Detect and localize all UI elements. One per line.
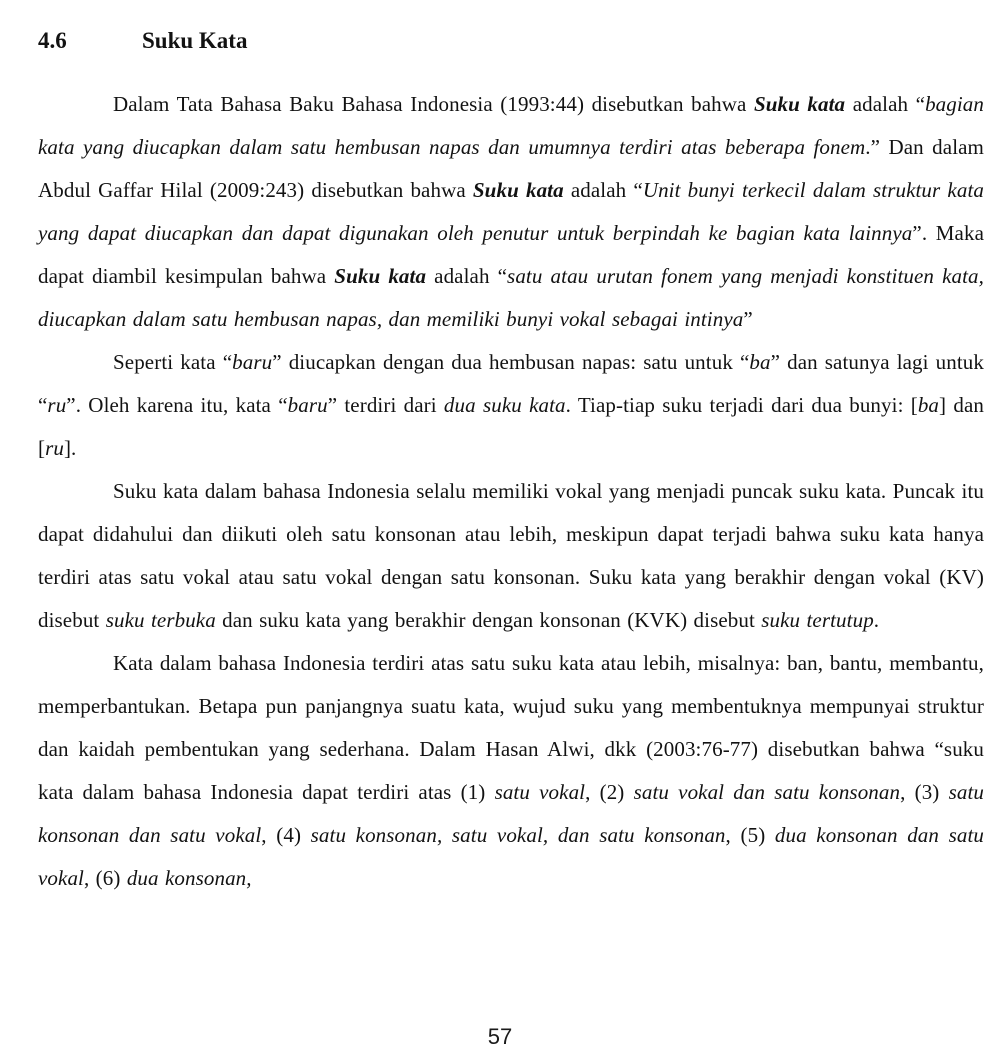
text-run: Suku kata [753, 92, 846, 116]
section-heading [38, 26, 984, 56]
text-run: adalah “ [563, 178, 643, 202]
text-run: satu atau urutan fonem yang menjadi konstituen kata, diucapkan dalam satu hembusan napas, dan memiliki bunyi vokal sebagai intinya [38, 264, 984, 331]
section-title: Suku Kata [142, 28, 248, 53]
text-run: satu konsonan dan satu vokal [38, 780, 984, 847]
text-run: ”. Maka dapat diambil kesimpulan bahwa [38, 221, 984, 288]
text-run: suku tertutup [761, 608, 874, 632]
text-run: ]. [63, 436, 77, 460]
text-run: satu vokal dan satu konsonan [633, 780, 901, 804]
text-run: ” diucapkan dengan dua hembusan napas: satu untuk “ [272, 350, 750, 374]
section-number: 4.6 [38, 28, 67, 53]
text-run: , (2) [585, 780, 634, 804]
text-run: dan suku kata yang berakhir dengan konsonan (KVK) disebut [215, 608, 762, 632]
text-run: ru [45, 436, 64, 460]
body-text [38, 83, 984, 900]
text-run: . [873, 608, 880, 632]
paragraph [38, 341, 984, 470]
paragraph [38, 642, 984, 900]
text-run: satu vokal [494, 780, 586, 804]
text-run: dua konsonan, [126, 866, 252, 890]
text-run: .” Dan dalam Abdul Gaffar Hilal (2009:243) disebutkan bahwa [38, 135, 984, 202]
text-run: adalah “ [845, 92, 926, 116]
text-run: , (5) [725, 823, 775, 847]
text-run: adalah “ [426, 264, 508, 288]
text-run: ] dan [ [38, 393, 984, 460]
text-run: ru [47, 393, 67, 417]
text-run: dua suku kata [443, 393, 566, 417]
text-run: ” terdiri dari [327, 393, 444, 417]
text-run: . Tiap-tiap suku terjadi dari dua bunyi: [ [565, 393, 918, 417]
text-run: , (4) [261, 823, 311, 847]
text-run: ” [743, 307, 753, 331]
text-run: Dalam Tata Bahasa Baku Bahasa Indonesia (1993:44) disebutkan bahwa [113, 92, 754, 116]
text-run: , (6) [83, 866, 127, 890]
paragraph [38, 83, 984, 341]
text-run: Suku kata dalam bahasa Indonesia selalu memiliki vokal yang menjadi puncak suku kata. Puncak itu dapat didahului dan diikuti oleh satu konsonan atau lebih, meskipun dapat terjadi bahwa suku kata hanya terdiri atas satu vokal atau satu vokal dengan satu konsonan. Suku kata yang berakhir dengan vokal (KV) disebut [38, 479, 984, 632]
paragraph [38, 470, 984, 642]
text-run: Suku kata [472, 178, 564, 202]
text-run: Suku kata [334, 264, 427, 288]
text-run: ba [749, 350, 771, 374]
text-run: Unit bunyi terkecil dalam struktur kata yang dapat diucapkan dan dapat digunakan oleh penutur untuk berpindah ke bagian kata lainnya [38, 178, 984, 245]
text-run: ”. Oleh karena itu, kata “ [66, 393, 288, 417]
text-run: dua konsonan dan satu vokal [38, 823, 984, 890]
text-run: bagian kata yang diucapkan dalam satu hembusan napas dan umumnya terdiri atas beberapa fonem [38, 92, 984, 159]
text-run: baru [232, 350, 273, 374]
text-run: , (3) [900, 780, 949, 804]
text-run: Kata dalam bahasa Indonesia terdiri atas satu suku kata atau lebih, misalnya: ban, bantu, membantu, memperbantukan. Betapa pun panjangnya suatu kata, wujud suku yang membentuknya mempunyai struktur dan kaidah pembentukan yang sederhana. Dalam Hasan Alwi, dkk (2003:76-77) disebutkan bahwa “suku kata dalam bahasa Indonesia dapat terdiri atas (1) [38, 651, 984, 804]
text-run: ” dan satunya lagi untuk “ [38, 350, 984, 417]
text-run: baru [287, 393, 328, 417]
text-run: ba [917, 393, 940, 417]
text-run: Seperti kata “ [113, 350, 233, 374]
text-run: satu konsonan, satu vokal, dan satu konsonan [310, 823, 726, 847]
page-number: 57 [487, 1024, 513, 1049]
text-run: suku terbuka [105, 608, 216, 632]
